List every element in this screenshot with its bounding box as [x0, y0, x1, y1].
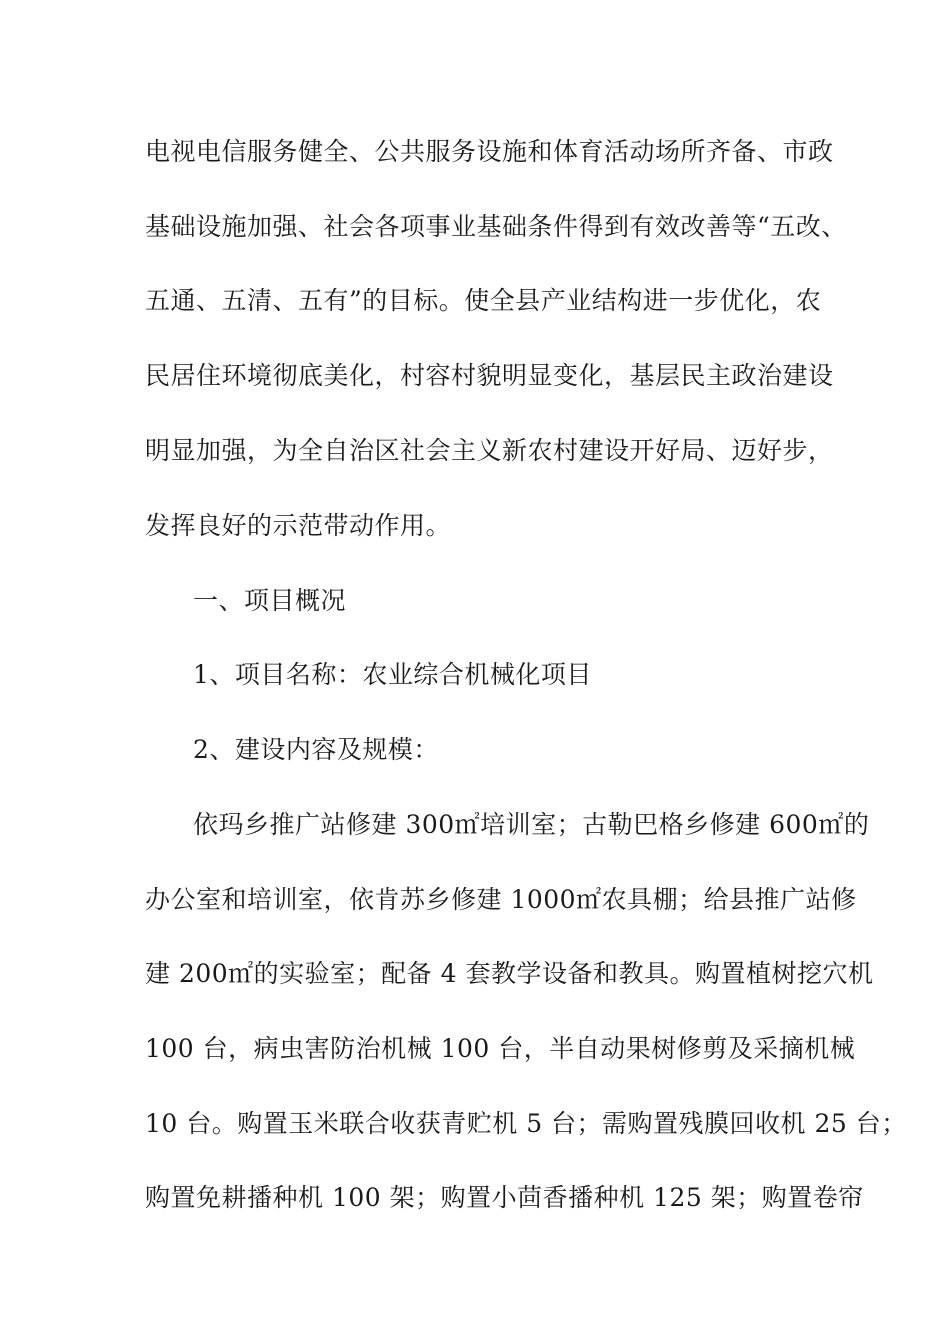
paragraph-line: 基础设施加强、社会各项事业基础条件得到有效改善等“五改、	[145, 212, 847, 241]
project-name-line: 1、项目名称：农业综合机械化项目	[193, 660, 592, 689]
paragraph-line: 办公室和培训室，依肯苏乡修建 1000㎡农具棚；给县推广站修	[145, 885, 857, 914]
paragraph-line: 购置免耕播种机 100 架；购置小茴香播种机 125 架；购置卷帘	[145, 1183, 864, 1212]
paragraph-line: 明显加强，为全自治区社会主义新农村建设开好局、迈好步，	[145, 436, 834, 465]
construction-scope-heading: 2、建设内容及规模：	[193, 735, 439, 764]
paragraph-line: 10 台。购置玉米联合收获青贮机 5 台；需购置残膜回收机 25 台；	[145, 1109, 907, 1138]
paragraph-line: 100 台，病虫害防治机械 100 台，半自动果树修剪及采摘机械	[145, 1034, 856, 1063]
section-heading: 一、项目概况	[193, 586, 347, 615]
paragraph-line: 民居住环境彻底美化，村容村貌明显变化，基层民主政治建设	[145, 361, 834, 390]
paragraph-line: 五通、五清、五有”的目标。使全县产业结构进一步优化，农	[145, 286, 822, 315]
paragraph-line: 电视电信服务健全、公共服务设施和体育活动场所齐备、市政	[145, 137, 834, 166]
paragraph-line: 发挥良好的示范带动作用。	[145, 511, 452, 540]
paragraph-line: 建 200㎡的实验室；配备 4 套教学设备和教具。购置植树挖穴机	[145, 959, 874, 988]
paragraph-line: 依玛乡推广站修建 300㎡培训室；古勒巴格乡修建 600㎡的	[193, 810, 870, 839]
